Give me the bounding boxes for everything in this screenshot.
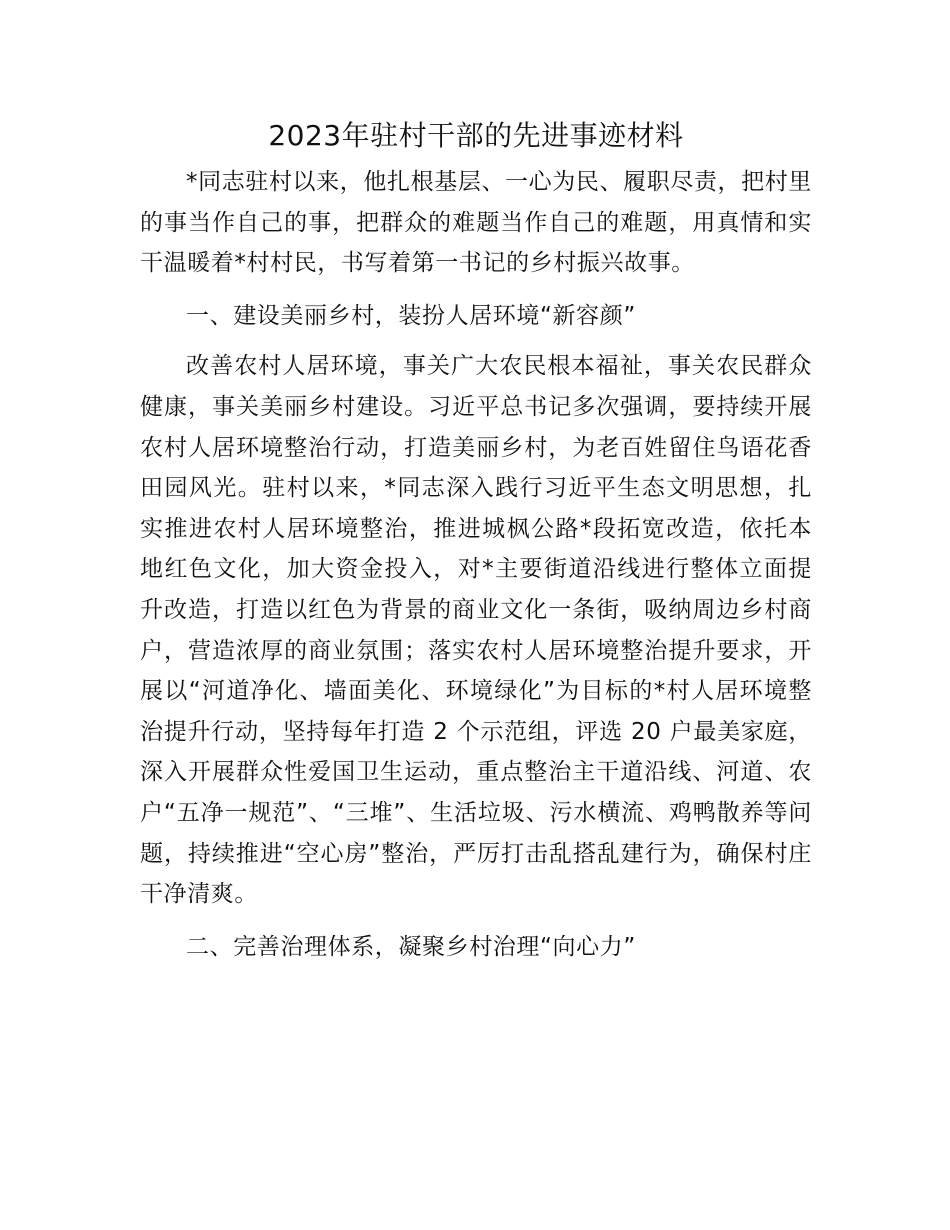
intro-paragraph: *同志驻村以来，他扎根基层、一心为民、履职尽责，把村里的事当作自己的事，把群众的难题当作自己的难题，用真情和实干温暖着*村村民，书写着第一书记的乡村振兴故事。 xyxy=(140,169,812,277)
section-2-heading: 二、完善治理体系，凝聚乡村治理“向心力” xyxy=(186,933,636,960)
section-1-paragraph: 改善农村人居环境，事关广大农民根本福祉，事关农民群众健康，事关美丽乡村建设。习近平总书记多次强调，要持续开展农村人居环境整治行动，打造美丽乡村，为老百姓留住鸟语花香田园风光。驻村以来，*同志深入践行习近平生态文明思想，扎实推进农村人居环境整治，推进城枫公路*段拓宽改造，依托本地红色文化，加大资金投入，对*主要街道沿线进行整体立面提升改造，打造以红色为背景的商业文化一条街，吸纳周边乡村商户，营造浓厚的商业氛围；落实农村人居环境整治提升要求，开展以“河道净化、墙面美化、环境绿化”为目标的*村人居环境整治提升行动，坚持每年打造 2 个示范组，评选 20 户最美家庭，深入开展群众性爱国卫生运动，重点整治主干道沿线、河道、农户“五净一规范”、“三堆”、生活垃圾、污水横流、鸡鸭散养等问题，持续推进“空心房”整治，严厉打击乱搭乱建行为，确保村庄干净清爽。 xyxy=(140,353,812,908)
document-page xyxy=(140,112,812,977)
document-title: 2023年驻村干部的先进事迹材料 xyxy=(268,119,684,152)
section-1-heading: 一、建设美丽乡村，装扮人居环境“新容颜” xyxy=(186,302,636,329)
